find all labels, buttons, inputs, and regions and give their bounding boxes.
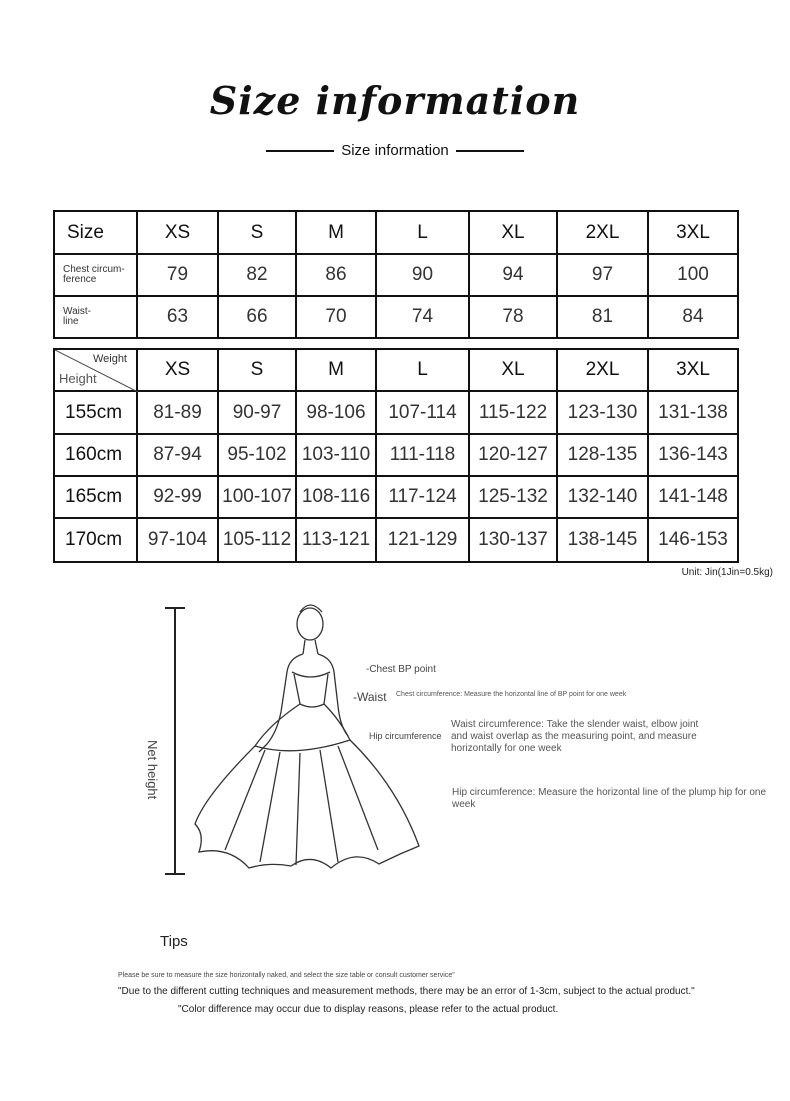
height-row-170 (54, 518, 738, 562)
chest-value: 100 (648, 254, 738, 296)
size-header: 3XL (648, 211, 738, 254)
chest-label-line: Chest circum- (63, 264, 125, 275)
weight-range: 107-114 (376, 391, 469, 434)
weight-range: 100-107 (218, 476, 296, 518)
chest-row (54, 254, 738, 296)
hip-description: Hip circumference: Measure the horizontal line of the plump hip for one week (452, 787, 767, 810)
tips-note-error: "Due to the different cutting techniques and measurement methods, there may be an error of 1-3cm, subject to the actual product." (118, 986, 695, 997)
weight-range: 146-153 (648, 518, 738, 562)
waist-value: 70 (296, 296, 376, 338)
weight-range: 98-106 (296, 391, 376, 434)
waist-row (54, 296, 738, 338)
weight-range: 113-121 (296, 518, 376, 562)
size-header: XS (137, 349, 218, 391)
size-header: M (296, 211, 376, 254)
weight-range: 92-99 (137, 476, 218, 518)
size-header: XL (469, 211, 557, 254)
weight-range: 138-145 (557, 518, 648, 562)
size-header: M (296, 349, 376, 391)
height-label: 160cm (54, 434, 137, 476)
chest-value: 86 (296, 254, 376, 296)
waist-description: Waist circumference: Take the slender waist, elbow joint and waist overlap as the measuring point, and measure horizontally for one week (451, 719, 699, 754)
height-row-160 (54, 434, 738, 476)
subtitle-rule-left (266, 150, 334, 152)
weight-range: 90-97 (218, 391, 296, 434)
chest-description: Chest circumference: Measure the horizontal line of BP point for one week (396, 691, 627, 698)
weight-range: 120-127 (469, 434, 557, 476)
waist-value: 81 (557, 296, 648, 338)
waist-value: 63 (137, 296, 218, 338)
subtitle-text: Size information (341, 142, 449, 159)
size-header: 2XL (557, 211, 648, 254)
size-header: L (376, 211, 469, 254)
weight-range: 87-94 (137, 434, 218, 476)
unit-note: Unit: Jin(1Jin=0.5kg) (681, 567, 773, 578)
weight-range: 117-124 (376, 476, 469, 518)
subtitle-rule-right (456, 150, 524, 152)
tips-heading: Tips (160, 933, 188, 950)
weight-range: 81-89 (137, 391, 218, 434)
waist-label (54, 296, 137, 338)
height-label: 155cm (54, 391, 137, 434)
waist-marker-label: -Waist (353, 690, 387, 704)
weight-range: 115-122 (469, 391, 557, 434)
weight-range: 111-118 (376, 434, 469, 476)
waist-value: 74 (376, 296, 469, 338)
chest-value: 97 (557, 254, 648, 296)
measurement-header-row (54, 211, 738, 254)
tips-note-measure: Please be sure to measure the size horizontally naked, and select the size table or consult customer service" (118, 972, 455, 979)
weight-range: 108-116 (296, 476, 376, 518)
weight-range: 123-130 (557, 391, 648, 434)
weight-range: 121-129 (376, 518, 469, 562)
weight-range: 103-110 (296, 434, 376, 476)
waist-label-line: Waist- (63, 306, 91, 317)
chest-label (54, 254, 137, 296)
size-header: 3XL (648, 349, 738, 391)
height-corner-label: Height (59, 371, 97, 386)
chest-label-line: ference (63, 274, 97, 285)
weight-corner-label: Weight (92, 353, 127, 365)
hip-marker-label: Hip circumference (369, 731, 442, 741)
weight-range: 105-112 (218, 518, 296, 562)
size-header: S (218, 349, 296, 391)
weight-range: 136-143 (648, 434, 738, 476)
weight-range: 125-132 (469, 476, 557, 518)
chest-value: 82 (218, 254, 296, 296)
weight-range: 130-137 (469, 518, 557, 562)
tips-note-color: "Color difference may occur due to display reasons, please refer to the actual product. (178, 1004, 559, 1015)
size-header: XL (469, 349, 557, 391)
dress-figure-illustration (160, 600, 450, 890)
height-row-155 (54, 391, 738, 434)
height-weight-header-row (54, 349, 738, 391)
weight-range: 97-104 (137, 518, 218, 562)
subtitle (0, 142, 790, 159)
waist-value: 84 (648, 296, 738, 338)
size-header: 2XL (557, 349, 648, 391)
waist-value: 66 (218, 296, 296, 338)
height-row-165 (54, 476, 738, 518)
height-weight-table (53, 348, 739, 563)
page-title: Size information (209, 78, 581, 123)
weight-range: 95-102 (218, 434, 296, 476)
chest-value: 79 (137, 254, 218, 296)
weight-range: 132-140 (557, 476, 648, 518)
waist-label-line: line (63, 316, 79, 327)
waist-value: 78 (469, 296, 557, 338)
weight-height-corner (54, 349, 137, 391)
height-label: 165cm (54, 476, 137, 518)
chest-value: 90 (376, 254, 469, 296)
measurement-table (53, 210, 739, 339)
size-header: XS (137, 211, 218, 254)
size-header: S (218, 211, 296, 254)
size-label: Size (54, 211, 137, 254)
net-height-label: Net height (145, 740, 160, 800)
height-label: 170cm (54, 518, 137, 562)
weight-range: 141-148 (648, 476, 738, 518)
size-header: L (376, 349, 469, 391)
chest-bp-label: -Chest BP point (366, 664, 436, 675)
weight-range: 131-138 (648, 391, 738, 434)
weight-range: 128-135 (557, 434, 648, 476)
chest-value: 94 (469, 254, 557, 296)
